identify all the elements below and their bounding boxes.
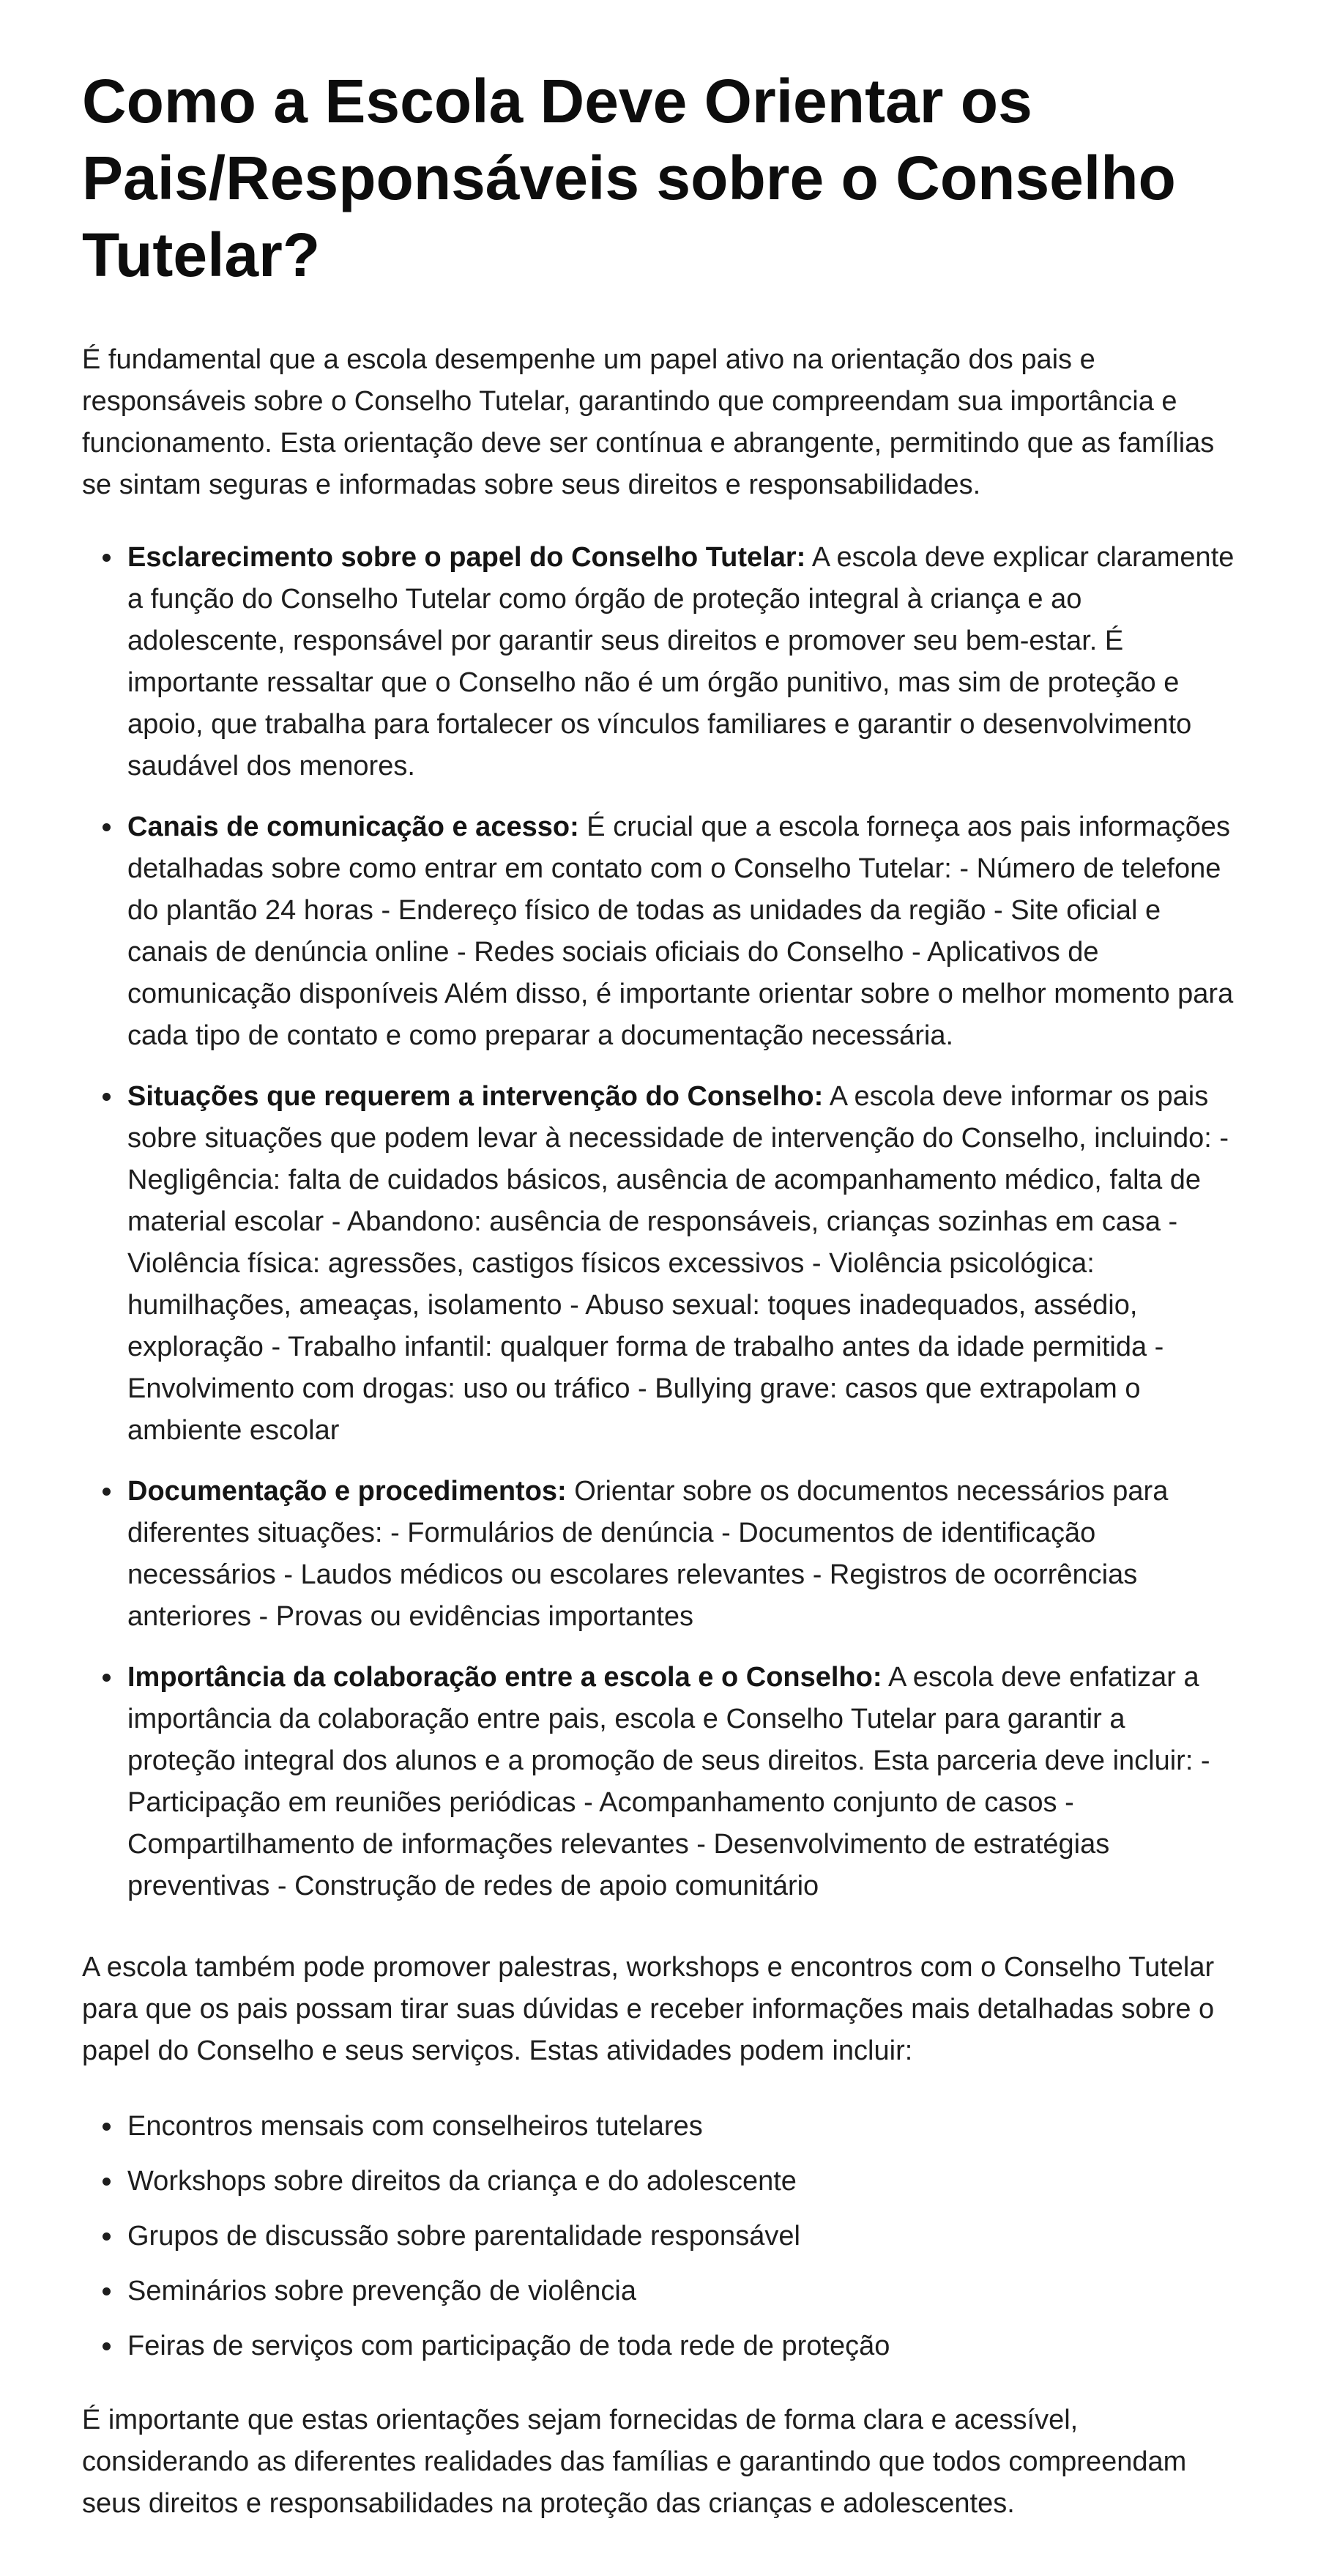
list-item — [124, 1471, 1236, 1638]
closing-paragraph: É importante que estas orientações sejam fornecidas de forma clara e acessível, considerando as diferentes realidades das famílias e garantindo que todos compreendam seus direitos e responsabilidades na proteção das crianças e adolescentes. — [82, 2405, 1187, 2519]
list-item-body: A escola deve enfatizar a importância da colaboração entre pais, escola e Conselho Tutelar para garantir a proteção integral dos alunos e a promoção de seus direitos. Esta parceria deve incluir: - Participação em reuniões periódicas - Acompanhamento conjunto de casos - Compartilhamento de informações relevantes - Desenvolvimento de estratégias preventivas - Construção de redes de apoio comunitário — [127, 1662, 1210, 1901]
list-item — [124, 806, 1236, 1057]
list-item: • Grupos de discussão sobre parentalidade responsável — [124, 2216, 1236, 2257]
list-item-body: A escola deve explicar claramente a função do Conselho Tutelar como órgão de proteção integral à criança e ao adolescente, responsável por garantir seus direitos e promover seu bem-estar. É importante ressaltar que o Conselho não é um órgão punitivo, mas sim de proteção e apoio, que trabalha para fortalecer os vínculos familiares e garantir o desenvolvimento saudável dos menores. — [127, 542, 1235, 782]
list-item-lead: Importância da colaboração entre a escola e o Conselho: — [127, 1662, 882, 1693]
list-item — [124, 537, 1236, 787]
activities-intro-paragraph: A escola também pode promover palestras, workshops e encontros com o Conselho Tutelar para que os pais possam tirar suas dúvidas e receber informações mais detalhadas sobre o papel do Conselho e seus serviços. Estas atividades podem incluir: — [82, 1952, 1215, 2066]
list-item-lead: Esclarecimento sobre o papel do Conselho Tutelar: — [127, 542, 806, 573]
list-item — [124, 1076, 1236, 1452]
guidance-list — [82, 537, 1236, 1907]
intro-paragraph: É fundamental que a escola desempenhe um papel ativo na orientação dos pais e responsáveis sobre o Conselho Tutelar, garantindo que compreendam sua importância e funcionamento. Esta orientação deve ser contínua e abrangente, permitindo que as famílias se sintam seguras e informadas sobre seus direitos e responsabilidades. — [82, 344, 1215, 500]
list-item-lead: Canais de comunicação e acesso: — [127, 812, 579, 842]
list-item — [124, 1657, 1236, 1907]
list-item: • Encontros mensais com conselheiros tutelares — [124, 2106, 1236, 2148]
article-page — [0, 63, 1318, 2576]
list-item-body: Orientar sobre os documentos necessários para diferentes situações: - Formulários de denúncia - Documentos de identificação necessários - Laudos médicos ou escolares relevantes - Registros de ocorrências anteriores - Provas ou evidências importantes — [127, 1476, 1169, 1632]
list-item: • Workshops sobre direitos da criança e do adolescente — [124, 2161, 1236, 2202]
page-title: Como a Escola Deve Orientar os Pais/Responsáveis sobre o Conselho Tutelar? — [82, 67, 1176, 289]
list-item: • Feiras de serviços com participação de toda rede de proteção — [124, 2326, 1236, 2367]
list-item: • Seminários sobre prevenção de violência — [124, 2271, 1236, 2312]
activities-list — [82, 2106, 1236, 2367]
list-item-lead: Situações que requerem a intervenção do Conselho: — [127, 1081, 824, 1112]
list-item-lead: Documentação e procedimentos: — [127, 1476, 567, 1507]
list-item-body: É crucial que a escola forneça aos pais informações detalhadas sobre como entrar em contato com o Conselho Tutelar: - Número de telefone do plantão 24 horas - Endereço físico de todas as unidades da região - Site oficial e canais de denúncia online - Redes sociais oficiais do Conselho - Aplicativos de comunicação disponíveis Além disso, é importante orientar sobre o melhor momento para cada tipo de contato e como preparar a documentação necessária. — [127, 812, 1234, 1051]
list-item-body: A escola deve informar os pais sobre situações que podem levar à necessidade de intervenção do Conselho, incluindo: - Negligência: falta de cuidados básicos, ausência de acompanhamento médico, falta de material escolar - Abandono: ausência de responsáveis, crianças sozinhas em casa - Violência física: agressões, castigos físicos excessivos - Violência psicológica: humilhações, ameaças, isolamento - Abuso sexual: toques inadequados, assédio, exploração - Trabalho infantil: qualquer forma de trabalho antes da idade permitida - Envolvimento com drogas: uso ou tráfico - Bullying grave: casos que extrapolam o ambiente escolar — [127, 1081, 1229, 1446]
